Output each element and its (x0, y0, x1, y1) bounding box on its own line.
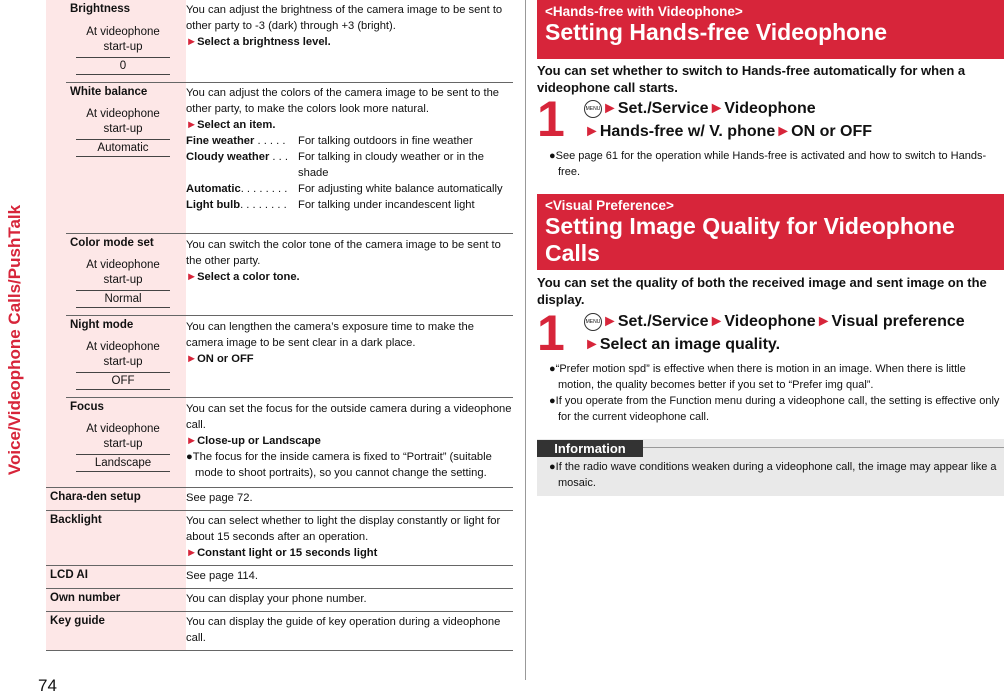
row-label-white-balance: White balance (66, 83, 186, 233)
action-line: ►Select a color tone. (186, 271, 300, 283)
row-desc-lcd-ai: See page 114. (186, 570, 258, 582)
default-box-color-mode (76, 258, 170, 308)
desc-text: You can adjust the brightness of the camera image to be sent to other party to -3 (dark) through +3 (bright). (186, 4, 503, 32)
chapter-side-title: Voice/Videophone Calls/PushTalk (5, 204, 24, 476)
visual-pref-intro: You can set the quality of both the received image and sent image on the display. (537, 275, 987, 307)
default-box-title: At videophone start-up (76, 107, 170, 140)
row-label-backlight: Backlight (46, 511, 186, 565)
option-key: Cloudy weather . . . (186, 151, 288, 163)
row-desc-white-balance (186, 85, 512, 213)
visual-pref-step: MENU ►Set./Service►Videophone►Visual preference ►Select an image quality. (584, 313, 965, 353)
default-value: 0 (76, 58, 170, 75)
row-desc-night-mode (186, 319, 512, 367)
default-value: Automatic (76, 140, 170, 157)
option-value: For talking in cloudy weather or in the shade (298, 151, 484, 179)
step-number: 1 (537, 305, 565, 361)
hands-free-intro: You can set whether to switch to Hands-free automatically for when a videophone call starts. (537, 63, 966, 95)
note-item: ●If you operate from the Function menu during a videophone call, the setting is effective only for the current videophone call. (549, 395, 1000, 423)
row-desc-key-guide: You can display the guide of key operation during a videophone call. (186, 616, 501, 644)
action-line: ►Select a brightness level. (186, 36, 331, 48)
option-value: For talking outdoors in fine weather (298, 135, 473, 147)
row-desc-own-number: You can display your phone number. (186, 593, 367, 605)
page-number: 74 (38, 676, 57, 695)
default-box-focus (76, 422, 170, 472)
row-label-key-guide: Key guide (46, 612, 186, 650)
row-divider (46, 650, 513, 651)
hands-free-note: ●See page 61 for the operation while Hands-free is activated and how to switch to Hands-free. (549, 150, 987, 178)
default-value: OFF (76, 373, 170, 390)
default-value: Normal (76, 291, 170, 308)
arrow-icon: ► (186, 271, 198, 283)
arrow-icon: ► (186, 119, 198, 131)
default-box-title: At videophone start-up (76, 340, 170, 373)
desc-text: You can lengthen the camera’s exposure time to make the camera image to be sent clear in a dark place. (186, 321, 474, 349)
row-label-focus: Focus (66, 398, 186, 487)
arrow-icon: ► (186, 435, 198, 447)
option-key: Light bulb. . . . . . . . (186, 199, 287, 211)
section-subtitle: <Visual Preference> (545, 198, 674, 213)
row-label-chara-den: Chara-den setup (46, 488, 186, 510)
row-label-lcd-ai: LCD AI (46, 566, 186, 588)
section-subtitle: <Hands-free with Videophone> (545, 4, 743, 19)
default-box-white-balance (76, 107, 170, 157)
focus-note: ●The focus for the inside camera is fixed to “Portrait” (suitable mode to shoot portraits), so you cannot change the setting. (186, 451, 492, 479)
visual-pref-notes (549, 361, 1004, 425)
note-item: ●“Prefer motion spd” is effective when there is motion in an image. When there is little motion, the quality becomes better if you set to “Prefer img qual”. (549, 363, 966, 391)
arrow-icon: ► (186, 353, 198, 365)
option-value: For talking under incandescent light (298, 199, 475, 211)
row-desc-color-mode (186, 237, 512, 285)
desc-text: You can adjust the colors of the camera image to be sent to the other party, to make the colors look more natural. (186, 87, 500, 115)
desc-text: You can set the focus for the outside camera during a videophone call. (186, 403, 512, 431)
section-title: Setting Image Quality for Videophone Calls (545, 213, 955, 266)
option-key: Fine weather . . . . . (186, 135, 286, 147)
row-label-night-mode: Night mode (66, 316, 186, 397)
arrow-icon: ► (186, 36, 198, 48)
option-value: For adjusting white balance automatically (298, 183, 503, 195)
row-label-brightness: Brightness (66, 0, 186, 82)
row-desc-backlight (186, 513, 512, 561)
step-number: 1 (537, 91, 565, 147)
information-note: ●If the radio wave conditions weaken during a videophone call, the image may appear like a mosaic. (549, 461, 997, 489)
default-box-title: At videophone start-up (76, 25, 170, 58)
row-label-color-mode: Color mode set (66, 234, 186, 315)
section-header-visual-pref (537, 194, 1004, 270)
arrow-icon: ► (186, 547, 198, 559)
option-key: Automatic. . . . . . . . (186, 183, 288, 195)
hands-free-step: MENU ►Set./Service►Videophone ►Hands-free w/ V. phone►ON or OFF (584, 100, 873, 140)
row-label-own-number: Own number (46, 589, 186, 611)
row-desc-brightness (186, 2, 512, 50)
menu-key-icon: MENU (584, 313, 602, 331)
action-line: ►Select an item. (186, 119, 276, 131)
section-title: Setting Hands-free Videophone (545, 19, 888, 45)
section-header-hands-free (537, 0, 1004, 59)
action-line: ►Close-up or Landscape (186, 435, 321, 447)
default-box-night-mode (76, 340, 170, 390)
white-balance-options (186, 133, 512, 213)
row-desc-chara-den: See page 72. (186, 492, 253, 504)
table-indent-band (46, 0, 66, 487)
action-line: ►ON or OFF (186, 353, 254, 365)
default-box-title: At videophone start-up (76, 258, 170, 291)
desc-text: You can switch the color tone of the camera image to be sent to the other party. (186, 239, 501, 267)
column-divider (525, 0, 526, 680)
action-line: ►Constant light or 15 seconds light (186, 547, 378, 559)
default-box-title: At videophone start-up (76, 422, 170, 455)
default-value: Landscape (76, 455, 170, 472)
menu-key-icon: MENU (584, 100, 602, 118)
default-box-brightness (76, 25, 170, 75)
desc-text: You can select whether to light the display constantly or light for about 15 seconds after an operation. (186, 515, 501, 543)
information-rule (643, 447, 1004, 448)
row-desc-focus (186, 401, 512, 481)
information-tag: Information (537, 440, 643, 457)
